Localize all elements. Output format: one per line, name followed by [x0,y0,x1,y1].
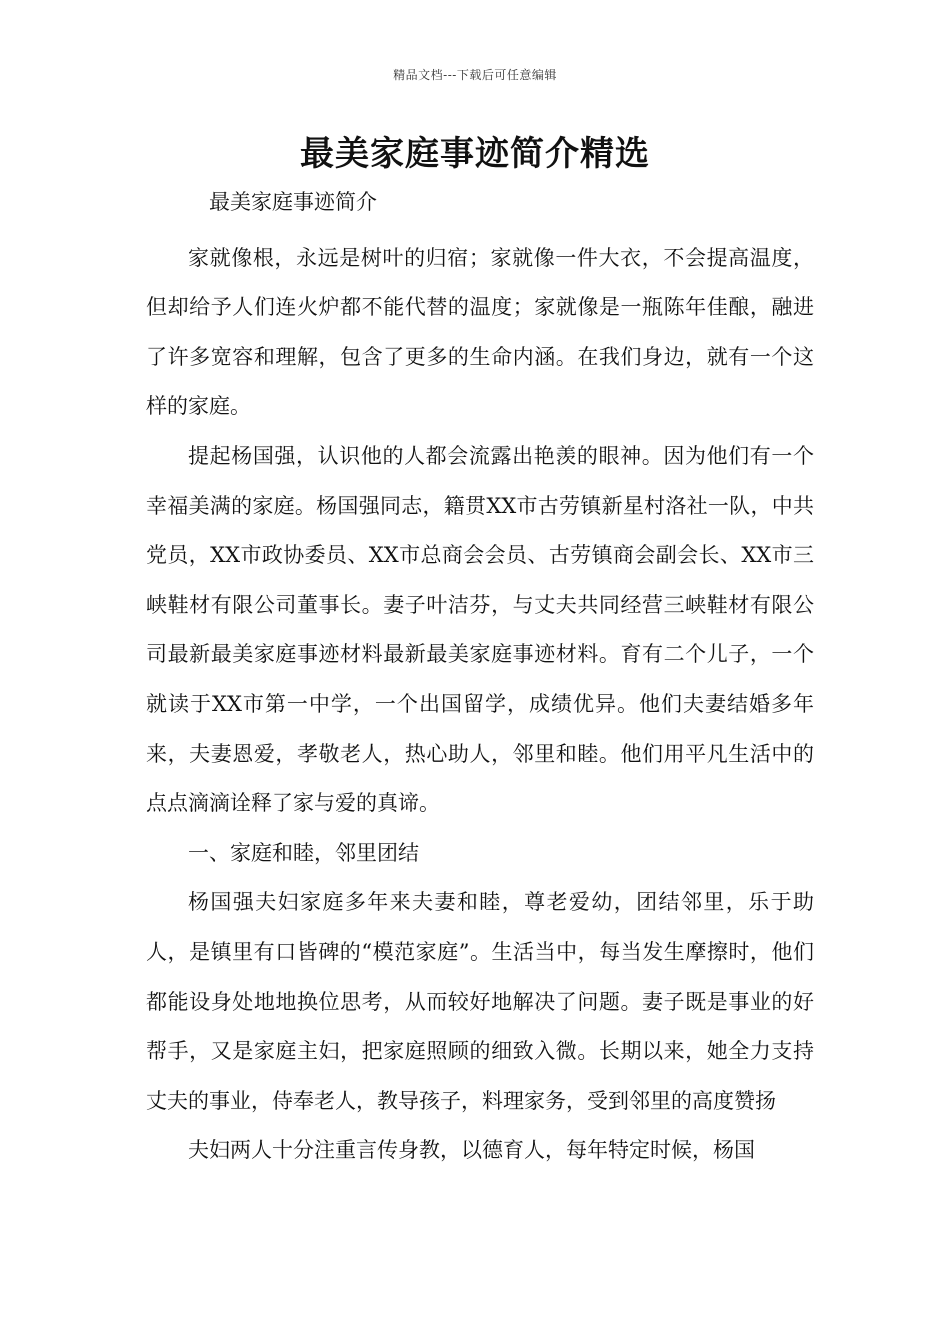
document-body [146,178,814,1176]
document-title: 最美家庭事迹简介精选 [300,134,650,174]
section-heading-harmony: 一、家庭和睦，邻里团结 [188,840,419,865]
paragraph-education: 夫妇两人十分注重言传身教，以德育人，每年特定时候，杨国 [188,1138,755,1163]
document-subtitle: 最美家庭事迹简介 [209,190,377,214]
paragraph-intro: 家就像根，永远是树叶的归宿；家就像一件大衣，不会提高温度，但却给予人们连火炉都不能代替的温度；家就像是一瓶陈年佳酿，融进了许多宽容和理解，包含了更多的生命内涵。在我们身边，就有一个这样的家庭。 [146,245,814,419]
page-header-note: 精品文档---下载后可任意编辑 [393,68,557,82]
paragraph-family-profile: 提起杨国强，认识他的人都会流露出艳羡的眼神。因为他们有一个幸福美满的家庭。杨国强同志，籍贯XX市古劳镇新星村洛社一队，中共党员，XX市政协委员、XX市总商会会员、古劳镇商会副会长、XX市三峡鞋材有限公司董事长。妻子叶洁芬，与丈夫共同经营三峡鞋材有限公司最新最美家庭事迹材料最新最美家庭事迹材料。育有二个儿子，一个就读于XX市第一中学，一个出国留学，成绩优异。他们夫妻结婚多年来，夫妻恩爱，孝敬老人，热心助人，邻里和睦。他们用平凡生活中的点点滴滴诠释了家与爱的真谛。 [146,443,814,816]
paragraph-harmony: 杨国强夫妇家庭多年来夫妻和睦，尊老爱幼，团结邻里，乐于助人，是镇里有口皆碑的“模范家庭”。生活当中，每当发生摩擦时，他们都能设身处地地换位思考，从而较好地解决了问题。妻子既是事业的好帮手，又是家庭主妇，把家庭照顾的细致入微。长期以来，她全力支持丈夫的事业，侍奉老人，教导孩子，料理家务，受到邻里的高度赞扬 [146,890,814,1113]
